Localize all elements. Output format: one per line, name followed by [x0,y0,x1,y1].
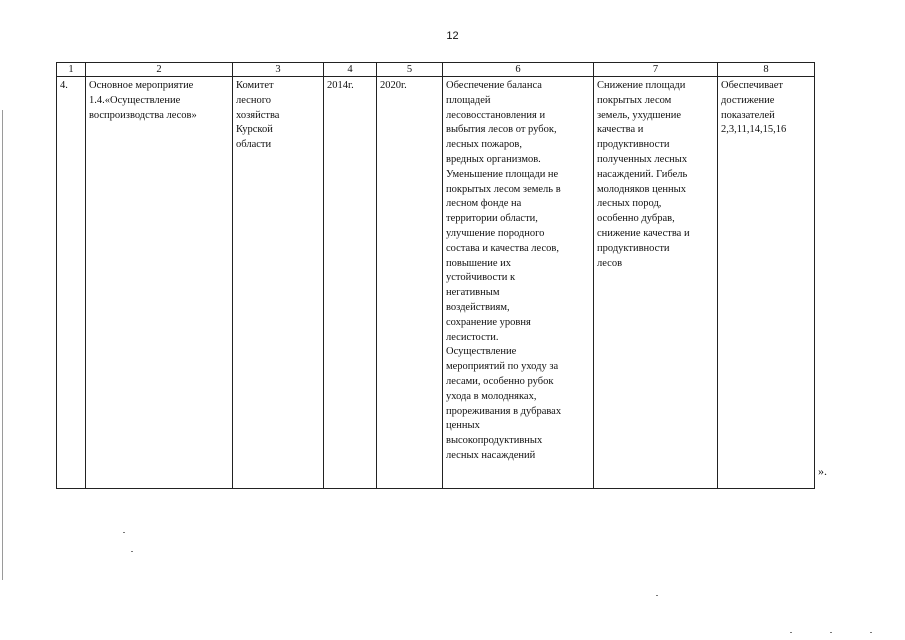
start-year-text: 2014г. [327,80,354,91]
header-cell: 7 [594,63,718,77]
header-cell: 4 [324,63,377,77]
scan-speck [131,551,133,552]
executor-cell [233,77,324,489]
measures-table [56,62,815,489]
table-header-row [57,63,815,77]
indicators-text: Обеспечивает достижение показателей 2,3,11,14,15,16 [721,80,787,136]
end-year-cell [377,77,443,489]
activity-text: Основное мероприятие 1.4.«Осуществление воспроизводства лесов» [89,80,197,121]
scan-speck [830,632,832,633]
indicators-cell [718,77,815,489]
consequences-text: Снижение площади покрытых лесом земель, ухудшение качества и продуктивности полученных лесных насаждений. Гибель молодняков ценных лесных пород, особенно дубрав, снижение качества и продуктивности лесов [597,80,690,269]
header-cell: 8 [718,63,815,77]
row-number: 4. [60,80,68,91]
closing-quote: ». [818,464,827,478]
scan-speck [870,632,872,633]
header-cell: 2 [86,63,233,77]
scan-edge-line [2,110,3,580]
expected-result-text: Обеспечение баланса площадей лесовосстановления и выбытия лесов от рубок, лесных пожаров, вредных организмов. Уменьшение площади не покрытых лесом земель в лесном фонде на территории области, улучшение породного состава и качества лесов, повышение их устойчивости к негативным воздействиям, сохранение уровня лесистости. Осуществление мероприятий по уходу за лесами, особенно рубок ухода в молодняках, прореживания в дубравах ценных высокопродуктивных лесных насаждений [446,80,562,461]
page-number: 12 [446,30,459,42]
scan-speck [790,632,792,633]
row-number-cell [57,77,86,489]
activity-cell [86,77,233,489]
start-year-cell [324,77,377,489]
header-cell: 1 [57,63,86,77]
consequences-cell [594,77,718,489]
header-cell: 5 [377,63,443,77]
scan-speck [656,595,658,596]
scan-speck [123,532,125,533]
table-row [57,77,815,489]
header-cell: 3 [233,63,324,77]
end-year-text: 2020г. [380,80,407,91]
expected-result-cell [443,77,594,489]
executor-text: Комитет лесного хозяйства Курской области [236,80,280,151]
header-cell: 6 [443,63,594,77]
